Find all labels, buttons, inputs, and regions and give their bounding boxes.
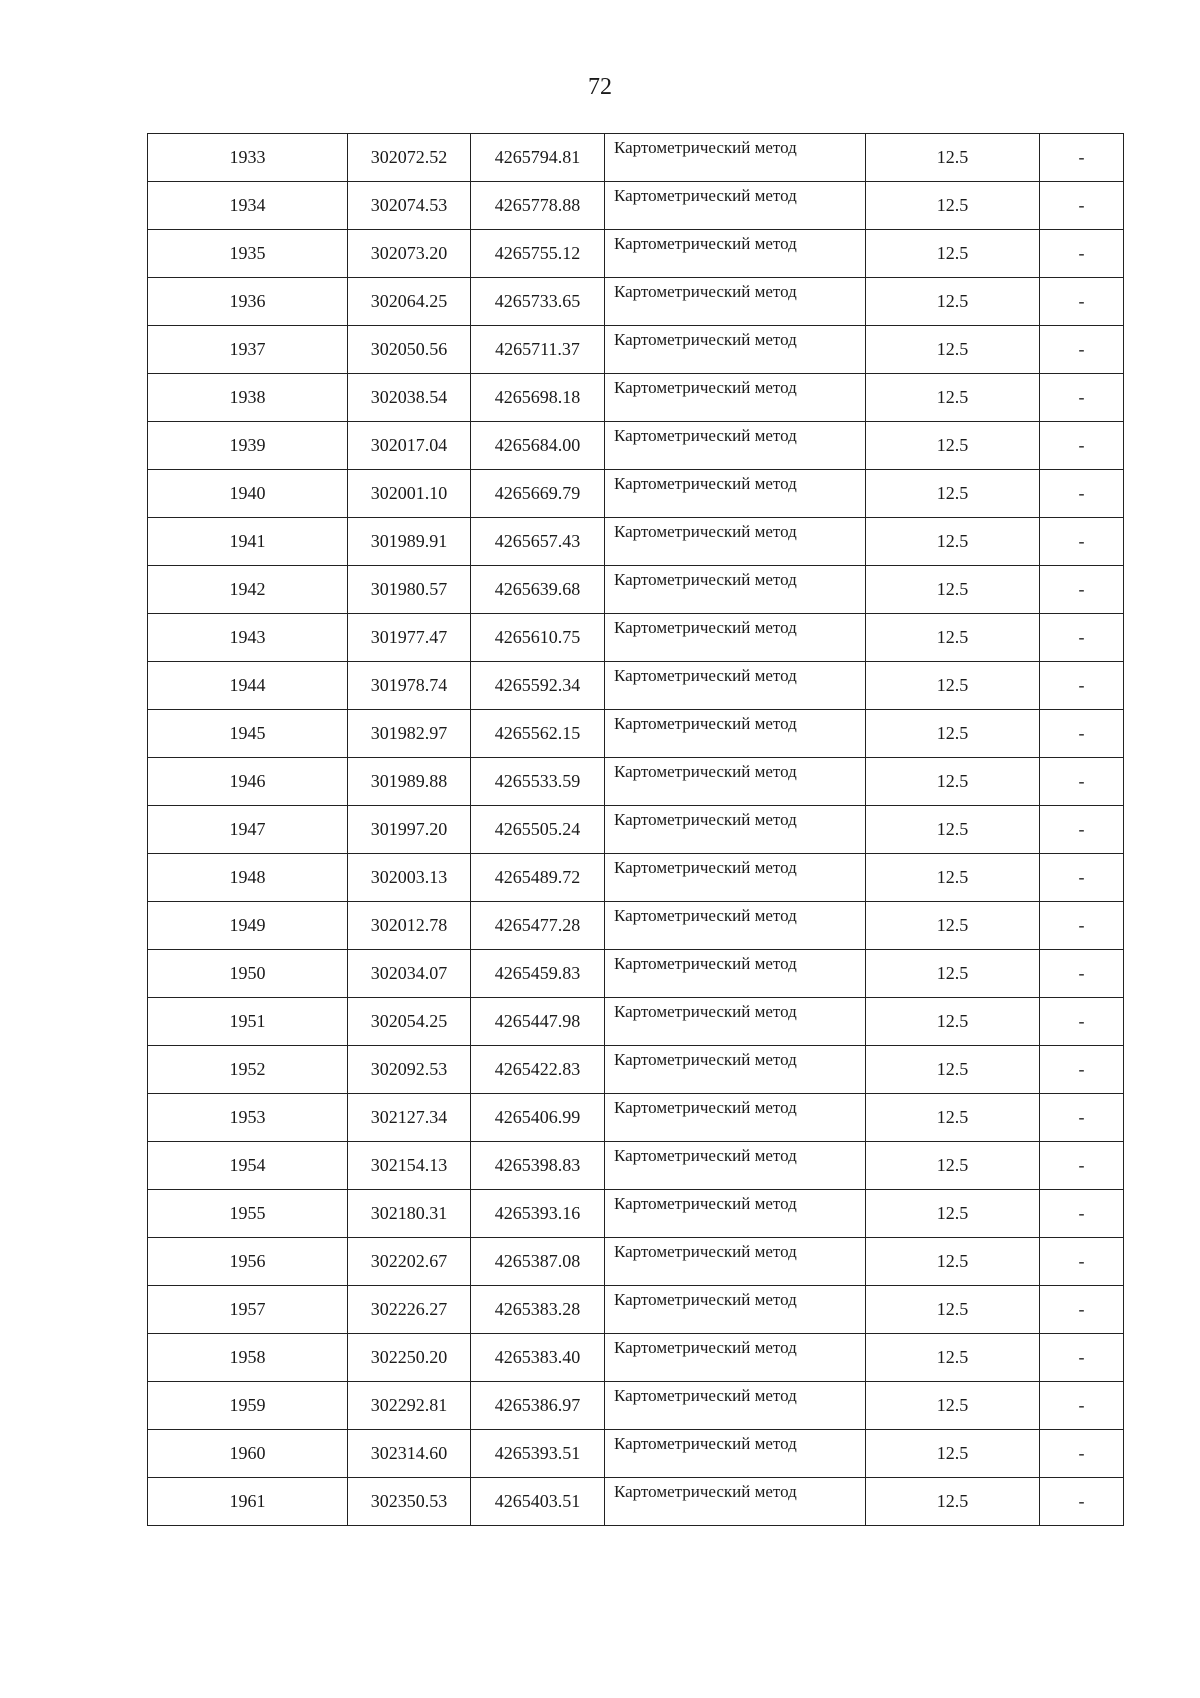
accuracy-cell: 12.5 <box>866 518 1040 566</box>
table-row <box>148 1478 1124 1526</box>
method-cell: Картометрический метод <box>605 1286 866 1334</box>
point-number-cell: 1946 <box>148 758 348 806</box>
accuracy-cell: 12.5 <box>866 998 1040 1046</box>
table-row <box>148 1382 1124 1430</box>
note-cell: - <box>1040 374 1124 422</box>
table-row <box>148 902 1124 950</box>
x-coordinate-cell: 301989.91 <box>348 518 471 566</box>
y-coordinate-cell: 4265657.43 <box>471 518 605 566</box>
x-coordinate-cell: 302073.20 <box>348 230 471 278</box>
accuracy-cell: 12.5 <box>866 1286 1040 1334</box>
y-coordinate-cell: 4265393.16 <box>471 1190 605 1238</box>
accuracy-cell: 12.5 <box>866 422 1040 470</box>
x-coordinate-cell: 302250.20 <box>348 1334 471 1382</box>
note-cell: - <box>1040 998 1124 1046</box>
point-number-cell: 1958 <box>148 1334 348 1382</box>
method-cell: Картометрический метод <box>605 374 866 422</box>
note-cell: - <box>1040 566 1124 614</box>
y-coordinate-cell: 4265398.83 <box>471 1142 605 1190</box>
x-coordinate-cell: 302054.25 <box>348 998 471 1046</box>
note-cell: - <box>1040 1094 1124 1142</box>
accuracy-cell: 12.5 <box>866 614 1040 662</box>
note-cell: - <box>1040 950 1124 998</box>
table-row <box>148 230 1124 278</box>
y-coordinate-cell: 4265610.75 <box>471 614 605 662</box>
method-cell: Картометрический метод <box>605 1430 866 1478</box>
accuracy-cell: 12.5 <box>866 182 1040 230</box>
x-coordinate-cell: 302154.13 <box>348 1142 471 1190</box>
table-body <box>148 134 1124 1526</box>
table-row <box>148 278 1124 326</box>
x-coordinate-cell: 301989.88 <box>348 758 471 806</box>
accuracy-cell: 12.5 <box>866 1478 1040 1526</box>
x-coordinate-cell: 302072.52 <box>348 134 471 182</box>
table-row <box>148 1286 1124 1334</box>
x-coordinate-cell: 302074.53 <box>348 182 471 230</box>
point-number-cell: 1940 <box>148 470 348 518</box>
point-number-cell: 1938 <box>148 374 348 422</box>
x-coordinate-cell: 302350.53 <box>348 1478 471 1526</box>
point-number-cell: 1949 <box>148 902 348 950</box>
note-cell: - <box>1040 326 1124 374</box>
y-coordinate-cell: 4265669.79 <box>471 470 605 518</box>
point-number-cell: 1939 <box>148 422 348 470</box>
note-cell: - <box>1040 230 1124 278</box>
y-coordinate-cell: 4265733.65 <box>471 278 605 326</box>
note-cell: - <box>1040 1046 1124 1094</box>
method-cell: Картометрический метод <box>605 1046 866 1094</box>
y-coordinate-cell: 4265383.28 <box>471 1286 605 1334</box>
accuracy-cell: 12.5 <box>866 1046 1040 1094</box>
y-coordinate-cell: 4265403.51 <box>471 1478 605 1526</box>
y-coordinate-cell: 4265505.24 <box>471 806 605 854</box>
note-cell: - <box>1040 662 1124 710</box>
accuracy-cell: 12.5 <box>866 134 1040 182</box>
x-coordinate-cell: 302314.60 <box>348 1430 471 1478</box>
x-coordinate-cell: 302127.34 <box>348 1094 471 1142</box>
table-row <box>148 1334 1124 1382</box>
method-cell: Картометрический метод <box>605 854 866 902</box>
accuracy-cell: 12.5 <box>866 950 1040 998</box>
x-coordinate-cell: 302092.53 <box>348 1046 471 1094</box>
method-cell: Картометрический метод <box>605 518 866 566</box>
table-row <box>148 422 1124 470</box>
accuracy-cell: 12.5 <box>866 662 1040 710</box>
table-row <box>148 710 1124 758</box>
note-cell: - <box>1040 614 1124 662</box>
y-coordinate-cell: 4265755.12 <box>471 230 605 278</box>
point-number-cell: 1933 <box>148 134 348 182</box>
x-coordinate-cell: 301980.57 <box>348 566 471 614</box>
table-row <box>148 1430 1124 1478</box>
method-cell: Картометрический метод <box>605 1478 866 1526</box>
point-number-cell: 1961 <box>148 1478 348 1526</box>
accuracy-cell: 12.5 <box>866 230 1040 278</box>
table-row <box>148 950 1124 998</box>
accuracy-cell: 12.5 <box>866 470 1040 518</box>
accuracy-cell: 12.5 <box>866 1190 1040 1238</box>
y-coordinate-cell: 4265489.72 <box>471 854 605 902</box>
coordinates-table <box>147 133 1124 1526</box>
table-row <box>148 1190 1124 1238</box>
note-cell: - <box>1040 1382 1124 1430</box>
table-row <box>148 854 1124 902</box>
y-coordinate-cell: 4265639.68 <box>471 566 605 614</box>
table-row <box>148 470 1124 518</box>
x-coordinate-cell: 301978.74 <box>348 662 471 710</box>
method-cell: Картометрический метод <box>605 998 866 1046</box>
y-coordinate-cell: 4265459.83 <box>471 950 605 998</box>
point-number-cell: 1947 <box>148 806 348 854</box>
point-number-cell: 1953 <box>148 1094 348 1142</box>
y-coordinate-cell: 4265477.28 <box>471 902 605 950</box>
note-cell: - <box>1040 1478 1124 1526</box>
y-coordinate-cell: 4265794.81 <box>471 134 605 182</box>
method-cell: Картометрический метод <box>605 614 866 662</box>
x-coordinate-cell: 301982.97 <box>348 710 471 758</box>
x-coordinate-cell: 302064.25 <box>348 278 471 326</box>
note-cell: - <box>1040 1286 1124 1334</box>
note-cell: - <box>1040 422 1124 470</box>
y-coordinate-cell: 4265533.59 <box>471 758 605 806</box>
point-number-cell: 1951 <box>148 998 348 1046</box>
table-row <box>148 662 1124 710</box>
point-number-cell: 1954 <box>148 1142 348 1190</box>
method-cell: Картометрический метод <box>605 1238 866 1286</box>
y-coordinate-cell: 4265386.97 <box>471 1382 605 1430</box>
y-coordinate-cell: 4265447.98 <box>471 998 605 1046</box>
accuracy-cell: 12.5 <box>866 710 1040 758</box>
table-row <box>148 1142 1124 1190</box>
table-row <box>148 134 1124 182</box>
accuracy-cell: 12.5 <box>866 1238 1040 1286</box>
table-row <box>148 1094 1124 1142</box>
method-cell: Картометрический метод <box>605 1334 866 1382</box>
method-cell: Картометрический метод <box>605 134 866 182</box>
point-number-cell: 1960 <box>148 1430 348 1478</box>
x-coordinate-cell: 302017.04 <box>348 422 471 470</box>
table-row <box>148 758 1124 806</box>
note-cell: - <box>1040 1238 1124 1286</box>
note-cell: - <box>1040 854 1124 902</box>
note-cell: - <box>1040 134 1124 182</box>
x-coordinate-cell: 302001.10 <box>348 470 471 518</box>
note-cell: - <box>1040 278 1124 326</box>
y-coordinate-cell: 4265393.51 <box>471 1430 605 1478</box>
x-coordinate-cell: 301997.20 <box>348 806 471 854</box>
table-row <box>148 806 1124 854</box>
point-number-cell: 1948 <box>148 854 348 902</box>
y-coordinate-cell: 4265592.34 <box>471 662 605 710</box>
point-number-cell: 1950 <box>148 950 348 998</box>
accuracy-cell: 12.5 <box>866 1142 1040 1190</box>
x-coordinate-cell: 302226.27 <box>348 1286 471 1334</box>
note-cell: - <box>1040 1430 1124 1478</box>
x-coordinate-cell: 302202.67 <box>348 1238 471 1286</box>
accuracy-cell: 12.5 <box>866 374 1040 422</box>
point-number-cell: 1943 <box>148 614 348 662</box>
method-cell: Картометрический метод <box>605 902 866 950</box>
note-cell: - <box>1040 902 1124 950</box>
accuracy-cell: 12.5 <box>866 806 1040 854</box>
y-coordinate-cell: 4265406.99 <box>471 1094 605 1142</box>
x-coordinate-cell: 301977.47 <box>348 614 471 662</box>
method-cell: Картометрический метод <box>605 1190 866 1238</box>
point-number-cell: 1942 <box>148 566 348 614</box>
table-row <box>148 518 1124 566</box>
method-cell: Картометрический метод <box>605 1094 866 1142</box>
method-cell: Картометрический метод <box>605 230 866 278</box>
table-row <box>148 614 1124 662</box>
point-number-cell: 1945 <box>148 710 348 758</box>
y-coordinate-cell: 4265562.15 <box>471 710 605 758</box>
x-coordinate-cell: 302034.07 <box>348 950 471 998</box>
note-cell: - <box>1040 1334 1124 1382</box>
page-number: 72 <box>588 74 612 100</box>
note-cell: - <box>1040 1190 1124 1238</box>
y-coordinate-cell: 4265387.08 <box>471 1238 605 1286</box>
y-coordinate-cell: 4265422.83 <box>471 1046 605 1094</box>
point-number-cell: 1936 <box>148 278 348 326</box>
note-cell: - <box>1040 182 1124 230</box>
table-row <box>148 182 1124 230</box>
y-coordinate-cell: 4265383.40 <box>471 1334 605 1382</box>
table-row <box>148 566 1124 614</box>
note-cell: - <box>1040 470 1124 518</box>
y-coordinate-cell: 4265778.88 <box>471 182 605 230</box>
accuracy-cell: 12.5 <box>866 1334 1040 1382</box>
point-number-cell: 1956 <box>148 1238 348 1286</box>
method-cell: Картометрический метод <box>605 326 866 374</box>
y-coordinate-cell: 4265684.00 <box>471 422 605 470</box>
x-coordinate-cell: 302038.54 <box>348 374 471 422</box>
point-number-cell: 1944 <box>148 662 348 710</box>
method-cell: Картометрический метод <box>605 182 866 230</box>
method-cell: Картометрический метод <box>605 758 866 806</box>
x-coordinate-cell: 302003.13 <box>348 854 471 902</box>
accuracy-cell: 12.5 <box>866 902 1040 950</box>
y-coordinate-cell: 4265698.18 <box>471 374 605 422</box>
method-cell: Картометрический метод <box>605 470 866 518</box>
point-number-cell: 1959 <box>148 1382 348 1430</box>
note-cell: - <box>1040 710 1124 758</box>
method-cell: Картометрический метод <box>605 422 866 470</box>
accuracy-cell: 12.5 <box>866 854 1040 902</box>
x-coordinate-cell: 302292.81 <box>348 1382 471 1430</box>
method-cell: Картометрический метод <box>605 662 866 710</box>
note-cell: - <box>1040 1142 1124 1190</box>
x-coordinate-cell: 302050.56 <box>348 326 471 374</box>
table-row <box>148 374 1124 422</box>
method-cell: Картометрический метод <box>605 1142 866 1190</box>
point-number-cell: 1952 <box>148 1046 348 1094</box>
point-number-cell: 1957 <box>148 1286 348 1334</box>
accuracy-cell: 12.5 <box>866 566 1040 614</box>
y-coordinate-cell: 4265711.37 <box>471 326 605 374</box>
point-number-cell: 1941 <box>148 518 348 566</box>
point-number-cell: 1955 <box>148 1190 348 1238</box>
table-row <box>148 1238 1124 1286</box>
accuracy-cell: 12.5 <box>866 278 1040 326</box>
method-cell: Картометрический метод <box>605 566 866 614</box>
note-cell: - <box>1040 518 1124 566</box>
point-number-cell: 1935 <box>148 230 348 278</box>
table-row <box>148 998 1124 1046</box>
point-number-cell: 1934 <box>148 182 348 230</box>
method-cell: Картометрический метод <box>605 710 866 758</box>
x-coordinate-cell: 302012.78 <box>348 902 471 950</box>
accuracy-cell: 12.5 <box>866 758 1040 806</box>
method-cell: Картометрический метод <box>605 806 866 854</box>
x-coordinate-cell: 302180.31 <box>348 1190 471 1238</box>
method-cell: Картометрический метод <box>605 278 866 326</box>
accuracy-cell: 12.5 <box>866 326 1040 374</box>
table-row <box>148 1046 1124 1094</box>
accuracy-cell: 12.5 <box>866 1094 1040 1142</box>
accuracy-cell: 12.5 <box>866 1382 1040 1430</box>
note-cell: - <box>1040 806 1124 854</box>
point-number-cell: 1937 <box>148 326 348 374</box>
accuracy-cell: 12.5 <box>866 1430 1040 1478</box>
method-cell: Картометрический метод <box>605 950 866 998</box>
table-row <box>148 326 1124 374</box>
method-cell: Картометрический метод <box>605 1382 866 1430</box>
note-cell: - <box>1040 758 1124 806</box>
